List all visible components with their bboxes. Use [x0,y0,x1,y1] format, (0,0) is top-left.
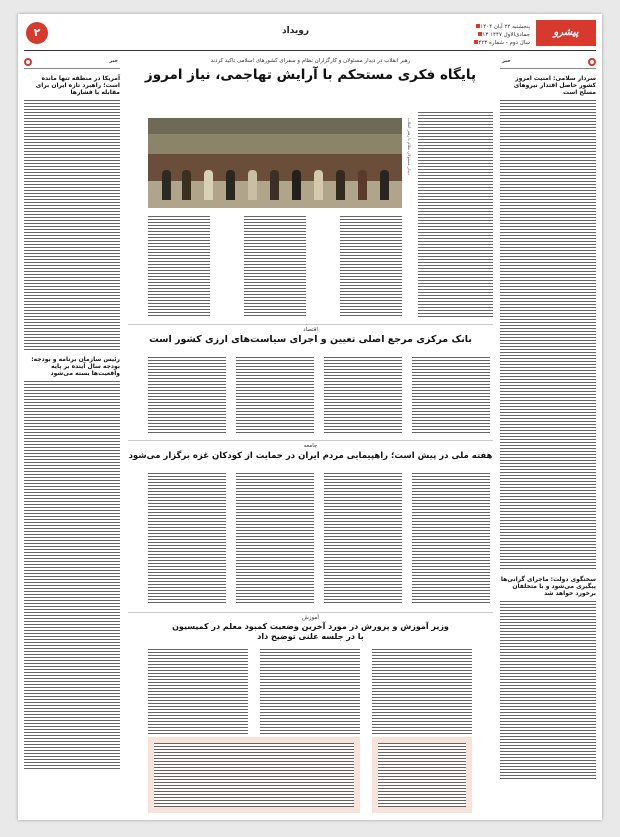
photo-figure [162,170,171,200]
highlight-box [148,737,360,813]
story-body-column [236,357,314,435]
right-column [500,58,596,814]
photo-figure [292,170,301,200]
story-body-column [148,649,248,735]
highlight-box-body [378,743,466,807]
story-headline: وزیر آموزش و پرورش در مورد آخرین وضعیت کمبود معلم در کمیسیون با در جلسه علنی توضیح داد [172,622,449,641]
story-body-column [412,357,490,435]
section-marker-icon [588,58,596,66]
date-line: پنجشنبه ۲۲ آبان ۱۴۰۴ [471,23,530,31]
newspaper-page [18,14,602,820]
left-column-label: خبر [109,58,118,64]
right-story-title: سخنگوی دولت: ماجرای گرانی‌ها پیگیری می‌شود و با متخلفان برخورد خواهد شد [500,576,596,597]
photo-figure [336,170,345,200]
photo-figure [358,170,367,200]
story-kicker: اقتصاد [303,327,318,333]
story-kicker: آموزش [302,615,319,621]
lead-kicker: رهبر انقلاب در دیدار مسئولان و کارگزاران نظام و سفرای کشورهای اسلامی تاکید کردند [210,58,411,64]
left-column-header [24,58,120,69]
story-gaza-rally [128,440,493,609]
photo-figure [270,170,279,200]
left-story-title: آمریکا در منطقه تنها مانده است؛ راهبرد تازه ایران برای مقابله با فشارها [35,75,120,96]
date-line: ۱۳ جمادی‌الاول ۱۴۴۷ [471,31,530,39]
lead-body-column [148,216,210,316]
lead-body-column [244,216,306,316]
photo-figure [204,170,213,200]
photo-figure [248,170,257,200]
photo-figure [226,170,235,200]
highlight-box [372,737,472,813]
masthead [24,20,596,51]
story-central-bank [128,324,493,437]
section-title: رویداد [282,26,310,36]
story-body-column [324,357,402,435]
right-story-body [500,601,596,781]
right-column-header [500,58,596,69]
story-kicker: جامعه [303,443,318,449]
lead-headline: پایگاه فکری مستحکم با آرایش تهاجمی، نیاز امروز [144,67,477,83]
story-body-column [148,357,226,435]
lead-body-column [418,112,493,318]
lead-story [128,58,493,320]
photo-figure [182,170,191,200]
left-story-body [24,381,120,770]
lead-body-column [340,216,402,316]
photo-caption: دیدار مسئولان نظام با رهبر انقلاب [407,118,412,175]
story-headline: بانک مرکزی مرجع اصلی تعیین و اجرای سیاست‌های ارزی کشور است [149,334,472,345]
left-column [24,58,120,814]
newspaper-logo: پیشرو [536,20,596,46]
section-marker-icon [24,58,32,66]
photo-figure [314,170,323,200]
right-story-title: سردار سلامی: امنیت امروز کشور حاصل اقتدار نیروهای مسلح است [513,75,596,96]
left-story-body [24,100,120,350]
story-body-column [148,473,226,605]
story-body-column [236,473,314,605]
page-number: ۲ [26,22,48,44]
main-content [128,58,493,814]
story-body-column [412,473,490,605]
story-body-column [324,473,402,605]
left-story-title: رئیس سازمان برنامه و بودجه: بودجه سال آینده بر پایه واقعیت‌ها بسته می‌شود [31,356,120,377]
dateline [471,23,530,47]
photo-figure [380,170,389,200]
story-body-column [372,649,472,735]
story-body-column [260,649,360,735]
story-headline: هفته ملی در پیش است؛ راهپیمایی مردم ایران در حمایت از کودکان غزه برگزار می‌شود [128,451,493,461]
story-education-minister [128,612,493,815]
right-column-label: خبر [502,58,511,64]
lead-photo [148,118,402,208]
right-story-body [500,100,596,570]
highlight-box-body [154,743,354,807]
date-line: سال دوم - شماره ۴۲۳ [471,39,530,47]
